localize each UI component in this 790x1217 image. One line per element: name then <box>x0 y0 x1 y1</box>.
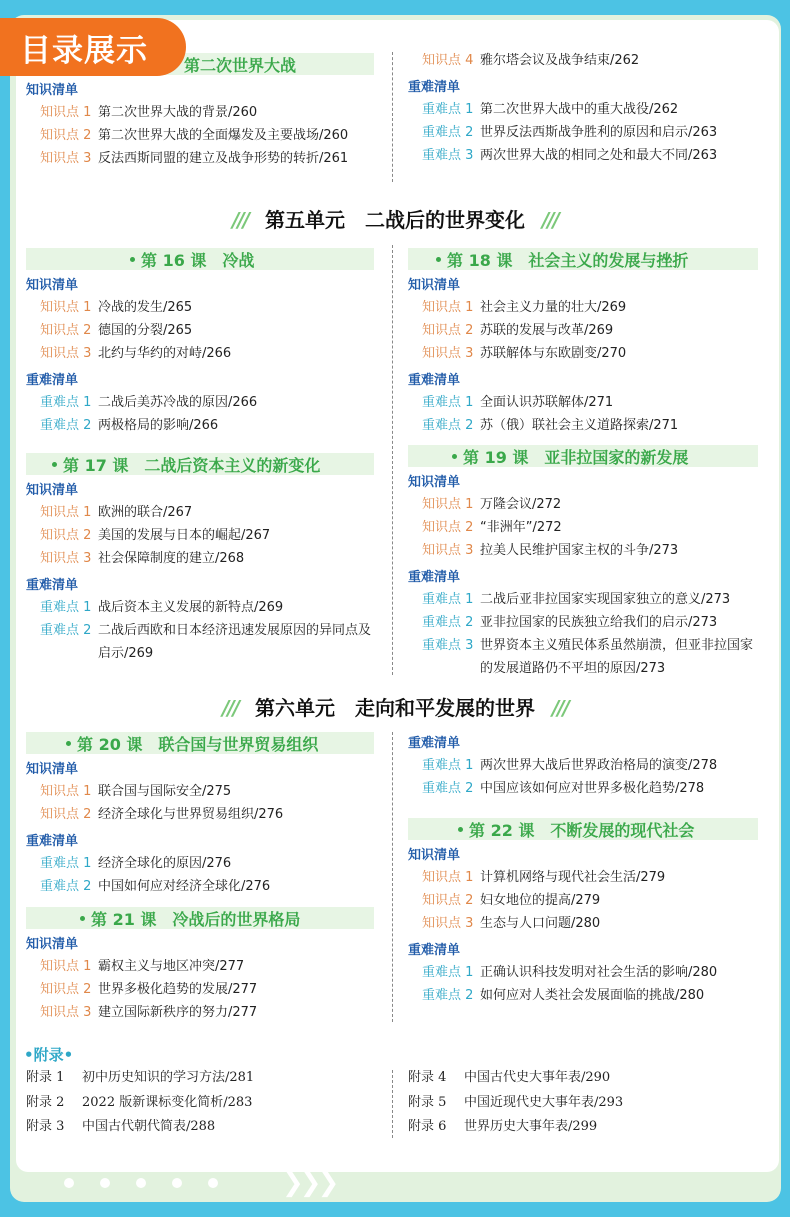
appendix-text: 初中历史知识的学习方法/281 <box>82 1070 255 1085</box>
section-heading: 重难清单 <box>408 570 461 585</box>
toc-entry <box>26 852 374 875</box>
entry-text: 如何应对人类社会发展面临的挑战/280 <box>480 988 705 1003</box>
lesson-21 <box>26 907 374 1024</box>
lesson-21-z <box>408 734 758 800</box>
toc-entry <box>26 547 374 570</box>
entry-text: 美国的发展与日本的崛起/267 <box>98 528 271 543</box>
entry-key: 知识点 4 <box>422 53 474 68</box>
appendix-key: 附录 4 <box>408 1070 447 1085</box>
entry-key: 知识点 1 <box>40 300 92 315</box>
entry-text: 全面认识苏联解体/271 <box>480 395 614 410</box>
entry-text: 第二次世界大战的全面爆发及主要战场/260 <box>98 128 349 143</box>
bullet-icon <box>52 462 57 467</box>
lesson-title: 第 21 课 冷战后的世界格局 <box>91 909 301 929</box>
toc-entry <box>408 634 758 680</box>
entry-text: 亚非拉国家的民族独立给我们的启示/273 <box>480 615 718 630</box>
footer-dots <box>64 1178 218 1188</box>
entry-text: 拉美人民维护国家主权的斗争/273 <box>480 543 679 558</box>
appendix-heading: •附录• <box>24 1046 74 1064</box>
entry-text: 霸权主义与地区冲突/277 <box>98 959 245 974</box>
lesson-title: 第 16 课 冷战 <box>141 250 255 270</box>
appendix-key: 附录 2 <box>26 1094 65 1110</box>
entry-key: 知识点 2 <box>422 323 474 338</box>
lesson-22 <box>408 818 758 1007</box>
entry-text: 计算机网络与现代社会生活/279 <box>480 870 666 885</box>
lesson-title: 第 17 课 二战后资本主义的新变化 <box>63 455 321 475</box>
entry-text: 中国应该如何应对世界多极化趋势/278 <box>480 781 705 796</box>
entry-key: 知识点 3 <box>40 1005 92 1020</box>
chevron-decoration-icon: ❯❯❯ <box>282 1168 336 1198</box>
entry-key: 知识点 3 <box>40 151 92 166</box>
section-heading: 知识清单 <box>408 475 461 490</box>
entry-key: 知识点 2 <box>40 528 92 543</box>
entry-key: 知识点 1 <box>422 497 474 512</box>
entry-key: 重难点 1 <box>422 102 474 117</box>
appendix-key: 附录 1 <box>26 1070 65 1085</box>
lesson-title: 第 20 课 联合国与世界贸易组织 <box>77 734 319 754</box>
column-divider <box>392 1070 393 1138</box>
bullet-icon <box>458 827 463 832</box>
entry-key: 重难点 2 <box>422 781 474 796</box>
lesson-bar <box>26 453 374 475</box>
section-heading: 重难清单 <box>26 373 79 388</box>
toc-entry <box>26 1001 374 1024</box>
entry-text: 两次世界大战后世界政治格局的演变/278 <box>480 758 718 773</box>
toc-entry <box>26 524 374 547</box>
toc-entry <box>408 889 758 912</box>
toc-entry <box>26 955 374 978</box>
entry-key: 知识点 2 <box>40 982 92 997</box>
entry-text: 世界多极化趋势的发展/277 <box>98 982 258 997</box>
toc-entry <box>408 777 758 800</box>
entry-text: 世界反法西斯战争胜利的原因和启示/263 <box>480 125 718 140</box>
toc-entry <box>26 803 374 826</box>
lesson-17 <box>26 453 374 665</box>
toc-entry <box>408 342 758 365</box>
toc-entry <box>26 978 374 1001</box>
toc-entry <box>408 493 758 516</box>
entry-key: 知识点 1 <box>422 300 474 315</box>
unit-title: 第五单元 二战后的世界变化 <box>265 208 525 232</box>
appendix-text: 中国古代朝代简表/288 <box>82 1119 216 1134</box>
toc-entry <box>26 391 374 414</box>
appendix-text: 中国古代史大事年表/290 <box>464 1070 611 1085</box>
entry-key: 知识点 1 <box>40 784 92 799</box>
entry-text: 冷战的发生/265 <box>98 300 193 315</box>
entry-text: 联合国与国际安全/275 <box>98 784 232 799</box>
appendix-key: 附录 6 <box>408 1119 447 1134</box>
bullet-icon <box>66 741 71 746</box>
section-heading: 知识清单 <box>408 278 461 293</box>
toc-entry <box>26 124 374 147</box>
section-heading: 重难清单 <box>408 373 461 388</box>
entry-key: 重难点 3 <box>422 638 474 653</box>
entry-text: 二战后美苏冷战的原因/266 <box>98 395 258 410</box>
entry-key: 知识点 1 <box>422 870 474 885</box>
entry-key: 重难点 1 <box>422 758 474 773</box>
lesson-bar <box>26 248 374 270</box>
top-right-column <box>408 49 758 167</box>
entry-text: 两次世界大战的相同之处和最大不同/263 <box>480 148 718 163</box>
entry-text: 苏联的发展与改革/269 <box>480 323 614 338</box>
unit-5-heading <box>0 204 790 233</box>
toc-entry <box>26 342 374 365</box>
entry-key: 知识点 3 <box>422 543 474 558</box>
section-heading: 知识清单 <box>408 848 461 863</box>
toc-entry <box>408 49 758 72</box>
entry-text: 经济全球化与世界贸易组织/276 <box>98 807 284 822</box>
entry-key: 知识点 2 <box>40 323 92 338</box>
entry-text: 德国的分裂/265 <box>98 323 193 338</box>
lesson-bar <box>408 445 758 467</box>
appendix-entry <box>408 1066 758 1091</box>
section-heading: 重难清单 <box>26 834 79 849</box>
toc-entry <box>26 780 374 803</box>
toc-entry <box>26 619 374 665</box>
appendix-text: 2022 版新课标变化简析/283 <box>82 1094 253 1110</box>
page-title: 目录展示 <box>20 32 148 69</box>
entry-text: 第二次世界大战的背景/260 <box>98 105 258 120</box>
entry-key: 重难点 1 <box>40 600 92 615</box>
entry-key: 重难点 2 <box>40 418 92 433</box>
entry-text: 建立国际新秩序的努力/277 <box>98 1005 258 1020</box>
entry-key: 知识点 3 <box>422 346 474 361</box>
appendix-entry <box>408 1091 758 1116</box>
appendix-right <box>408 1066 758 1140</box>
lesson-19 <box>408 445 758 680</box>
toc-entry <box>408 296 758 319</box>
appendix-entry <box>26 1066 376 1091</box>
entry-key: 重难点 2 <box>422 988 474 1003</box>
entry-text: 第二次世界大战中的重大战役/262 <box>480 102 679 117</box>
toc-entry <box>26 875 374 898</box>
toc-entry <box>408 754 758 777</box>
lesson-title: 第 18 课 社会主义的发展与挫折 <box>447 250 689 270</box>
appendix-entry <box>408 1115 758 1140</box>
appendix-key: 附录 5 <box>408 1094 447 1110</box>
entry-key: 知识点 3 <box>40 346 92 361</box>
entry-key: 重难点 1 <box>422 395 474 410</box>
toc-entry <box>408 121 758 144</box>
toc-entry <box>408 611 758 634</box>
toc-entry <box>408 912 758 935</box>
entry-key: 知识点 3 <box>40 551 92 566</box>
top-right-body <box>408 49 758 167</box>
section-heading: 重难清单 <box>26 578 79 593</box>
slash-decoration: /// <box>541 208 558 232</box>
entry-text: 苏联解体与东欧剧变/270 <box>480 346 627 361</box>
top-left-body <box>26 81 374 170</box>
toc-entry <box>408 961 758 984</box>
toc-entry <box>408 98 758 121</box>
lesson-bar <box>26 907 374 929</box>
appendix-entry <box>26 1091 376 1116</box>
appendix-text: 世界历史大事年表/299 <box>464 1119 598 1134</box>
slash-decoration: /// <box>232 208 249 232</box>
entry-text: 社会主义力量的壮大/269 <box>480 300 627 315</box>
entry-text: 反法西斯同盟的建立及战争形势的转折/261 <box>98 151 349 166</box>
appendix-entry <box>26 1115 376 1140</box>
entry-key: 重难点 2 <box>422 418 474 433</box>
slash-decoration: /// <box>551 696 568 720</box>
toc-entry <box>26 501 374 524</box>
entry-key: 重难点 1 <box>40 395 92 410</box>
entry-key: 重难点 2 <box>422 125 474 140</box>
entry-text: 妇女地位的提高/279 <box>480 893 601 908</box>
entry-key: 重难点 1 <box>422 965 474 980</box>
section-heading: 知识清单 <box>26 83 79 98</box>
appendix-key: 附录 3 <box>26 1119 65 1134</box>
section-heading: 知识清单 <box>26 483 79 498</box>
column-divider <box>392 732 393 1022</box>
entry-text: 中国如何应对经济全球化/276 <box>98 879 271 894</box>
toc-entry <box>26 147 374 170</box>
entry-text: 世界资本主义殖民体系虽然崩溃，但亚非拉国家的发展道路仍不平坦的原因/273 <box>480 638 754 676</box>
entry-key: 知识点 1 <box>40 105 92 120</box>
toc-entry <box>408 144 758 167</box>
entry-key: 知识点 2 <box>422 893 474 908</box>
entry-key: 重难点 2 <box>40 879 92 894</box>
section-heading: 知识清单 <box>26 762 79 777</box>
entry-key: 重难点 2 <box>422 615 474 630</box>
section-heading: 重难清单 <box>408 736 461 751</box>
toc-entry <box>408 391 758 414</box>
entry-text: “非洲年”/272 <box>480 520 562 535</box>
toc-entry <box>408 414 758 437</box>
bullet-icon <box>452 454 457 459</box>
section-heading: 重难清单 <box>408 943 461 958</box>
entry-key: 知识点 1 <box>40 959 92 974</box>
toc-entry <box>408 319 758 342</box>
dot-icon <box>172 1178 182 1188</box>
section-heading: 重难清单 <box>408 80 461 95</box>
bullet-icon <box>80 916 85 921</box>
entry-key: 重难点 1 <box>422 592 474 607</box>
toc-entry <box>26 101 374 124</box>
entry-text: 经济全球化的原因/276 <box>98 856 232 871</box>
lesson-bar <box>408 248 758 270</box>
toc-entry <box>408 866 758 889</box>
lesson-21-continued <box>408 728 758 800</box>
entry-text: 二战后西欧和日本经济迅速发展原因的异同点及启示/269 <box>98 623 372 661</box>
lesson-bar <box>408 818 758 840</box>
appendix-left <box>26 1066 376 1140</box>
appendix-text: 中国近现代史大事年表/293 <box>464 1094 624 1110</box>
entry-text: 两极格局的影响/266 <box>98 418 219 433</box>
slash-decoration: /// <box>222 696 239 720</box>
dot-icon <box>100 1178 110 1188</box>
toc-entry <box>26 414 374 437</box>
entry-key: 知识点 2 <box>422 520 474 535</box>
dot-icon <box>208 1178 218 1188</box>
unit-title: 第六单元 走向和平发展的世界 <box>255 696 535 720</box>
lesson-title: 第 22 课 不断发展的现代社会 <box>469 820 695 840</box>
entry-key: 知识点 2 <box>40 807 92 822</box>
entry-text: 雅尔塔会议及战争结束/262 <box>480 53 640 68</box>
toc-entry <box>408 984 758 1007</box>
dot-icon <box>136 1178 146 1188</box>
entry-key: 重难点 1 <box>40 856 92 871</box>
lesson-title: 第 19 课 亚非拉国家的新发展 <box>463 447 689 467</box>
bullet-icon <box>436 257 441 262</box>
column-divider <box>392 52 393 182</box>
header-tag <box>0 18 186 76</box>
entry-text: 北约与华约的对峙/266 <box>98 346 232 361</box>
entry-key: 重难点 3 <box>422 148 474 163</box>
entry-text: 社会保障制度的建立/268 <box>98 551 245 566</box>
entry-text: 生态与人口问题/280 <box>480 916 601 931</box>
section-heading: 知识清单 <box>26 278 79 293</box>
entry-key: 知识点 2 <box>40 128 92 143</box>
lesson-bar <box>26 732 374 754</box>
entry-text: 欧洲的联合/267 <box>98 505 193 520</box>
unit-6-heading <box>0 692 790 721</box>
column-divider <box>392 245 393 675</box>
lesson-18 <box>408 248 758 437</box>
bullet-icon <box>130 257 135 262</box>
entry-key: 知识点 3 <box>422 916 474 931</box>
entry-text: 正确认识科技发明对社会生活的影响/280 <box>480 965 718 980</box>
toc-entry <box>408 516 758 539</box>
section-heading: 知识清单 <box>26 937 79 952</box>
entry-key: 重难点 2 <box>40 623 92 638</box>
lesson-title: 第二次世界大战 <box>184 55 297 75</box>
toc-entry <box>408 539 758 562</box>
entry-text: 二战后亚非拉国家实现国家独立的意义/273 <box>480 592 731 607</box>
lesson-20 <box>26 732 374 898</box>
toc-entry <box>26 596 374 619</box>
toc-entry <box>408 588 758 611</box>
toc-entry <box>26 319 374 342</box>
dot-icon <box>64 1178 74 1188</box>
entry-text: 苏（俄）联社会主义道路探索/271 <box>480 418 679 433</box>
entry-text: 战后资本主义发展的新特点/269 <box>98 600 284 615</box>
entry-key: 知识点 1 <box>40 505 92 520</box>
toc-entry <box>26 296 374 319</box>
entry-text: 万隆会议/272 <box>480 497 562 512</box>
lesson-16 <box>26 248 374 437</box>
